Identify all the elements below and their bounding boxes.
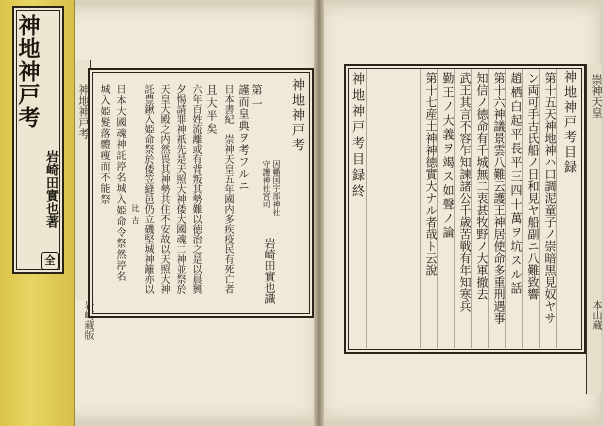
column-rule bbox=[366, 68, 367, 348]
left-col-7: 託豊鍬入姫命祭於倭笠縫邑仍立磯堅城神籬亦以 bbox=[142, 84, 153, 294]
underpage-title: 神地神戸考 bbox=[77, 84, 90, 139]
left-col-2: 日本書紀 崇神天皇五年國内多疾疫民有死亡者 bbox=[222, 84, 233, 294]
column-rule bbox=[488, 68, 489, 348]
book-cover bbox=[0, 0, 75, 426]
book-title: 神地神戸考 bbox=[15, 14, 41, 129]
left-col-8: 日本大國魂神託渟名城入姫命令祭然渟名 bbox=[114, 84, 125, 282]
left-author-affil-1: 因幡国宇部神社 bbox=[272, 160, 281, 216]
right-col-1: 神地神戸考目録 bbox=[561, 70, 576, 175]
interlinear-note-1: 比 bbox=[131, 204, 140, 212]
right-col-3: ン両可手古氏船ノ日和見ヤ船副ニ八難致響 bbox=[526, 72, 540, 300]
right-col-4: 趙栖白起平長平三四十萬ヲ坑スル話 bbox=[509, 72, 523, 296]
right-col-7: 武王其言不容乍知諫諸公千歳苦戦有年知寒兵 bbox=[458, 72, 472, 312]
column-rule bbox=[454, 68, 455, 348]
left-author-name: 岩崎田實也識 bbox=[263, 238, 276, 304]
column-rule bbox=[522, 68, 523, 348]
left-bottom-text: 岩崎蔵版 bbox=[82, 300, 93, 340]
left-col-6: 天皇大殿之内然畏其神勢共住不安故以天照大神 bbox=[158, 84, 169, 294]
right-bottom-text: 本山蔵 bbox=[590, 300, 601, 330]
right-col-10: 神地神戸考目録終 bbox=[349, 72, 364, 200]
right-col-6: 知信ノ徳命有千城無二衷甚牧野ノ大軍撤去 bbox=[475, 72, 489, 300]
column-rule bbox=[505, 68, 506, 348]
left-col-4: 六年百姓流離或有背叛其勢難以徳治之是以晨興 bbox=[190, 84, 201, 294]
left-book-title: 神地神戸考 bbox=[289, 78, 304, 153]
right-edge-strip bbox=[586, 64, 601, 394]
title-label bbox=[12, 6, 64, 274]
book-gutter bbox=[314, 0, 324, 426]
volume-seal: 全 bbox=[41, 252, 59, 270]
column-rule bbox=[437, 68, 438, 348]
right-col-5: 第十六神議景雲八難云護王神居使命多重刑遇事 bbox=[492, 72, 506, 324]
left-author-affil-2: 守護神社宮司 bbox=[262, 160, 271, 208]
right-col-8: 勤王ノ大義ヲ竭ス如聲ノ論 bbox=[441, 72, 455, 240]
left-col-1: 謹而皇典ヲ考フルニ bbox=[237, 84, 250, 192]
column-rule bbox=[420, 68, 421, 348]
right-col-9: 第十七産土神神徳實大ナル者哉ト云說 bbox=[424, 72, 438, 276]
column-rule bbox=[539, 68, 540, 348]
author-name: 岩崎田實也著 bbox=[43, 150, 58, 228]
column-rule bbox=[471, 68, 472, 348]
right-col-2: 第十五天神地神ハ口調泥童子ノ崇暗黒見奴ヤサ bbox=[543, 72, 557, 324]
left-section-heading: 第一 bbox=[250, 84, 263, 112]
left-col-3: 且大半矣 bbox=[205, 84, 218, 136]
left-col-5: 夕惕請罪神祇先是天照大神倭大國魂二神並祭於 bbox=[174, 84, 185, 294]
interlinear-note-2: 古 bbox=[131, 216, 140, 224]
left-col-9: 城入姫髮落體痩而不能祭 bbox=[98, 84, 109, 205]
right-edge-text: 崇神天皇 bbox=[590, 74, 603, 118]
column-rule bbox=[556, 68, 557, 348]
